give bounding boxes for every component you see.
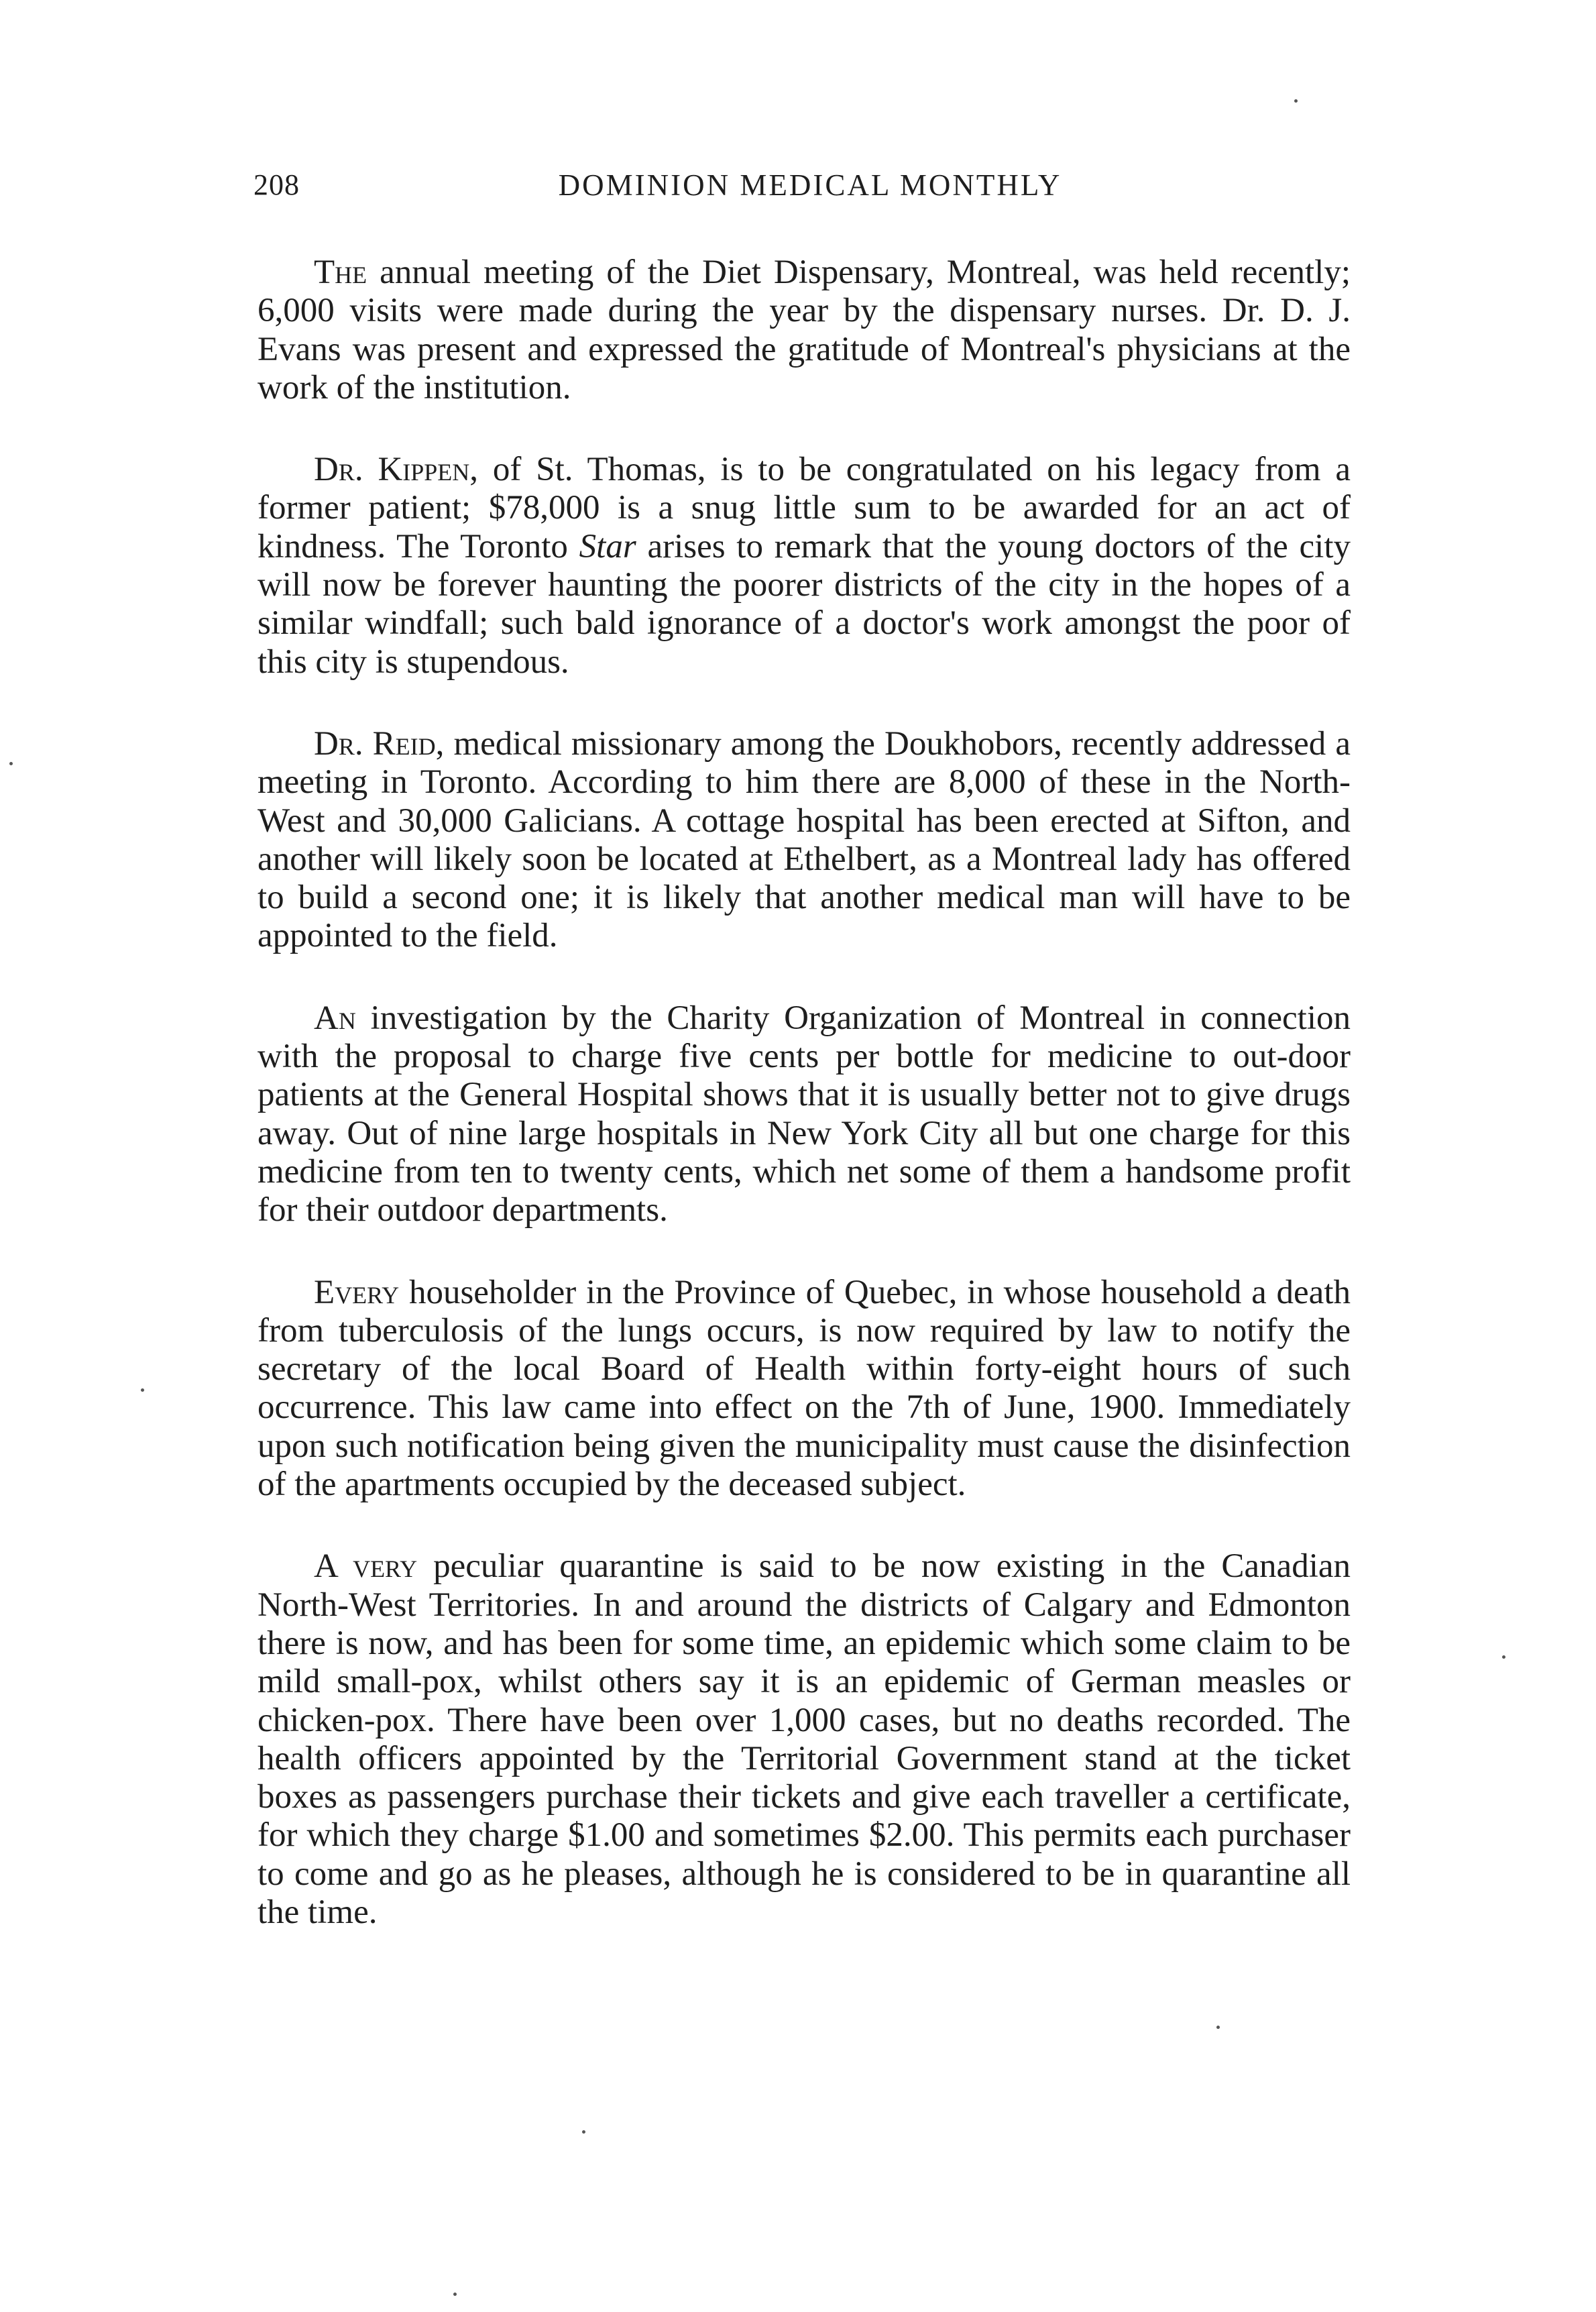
paragraph-lead: A very	[314, 1547, 418, 1586]
paragraph-text: of St. Thomas, is to be congratulated on his legacy from a former patient; $78,000 is a snug little sum to be awarded for an act of kindness. The Toronto	[258, 451, 1351, 565]
paragraph-lead: Every	[314, 1273, 400, 1311]
paragraph-text: investigation by the Charity Organization of Montreal in connection with the proposal to charge five cents per bottle for medicine to out-door patients at the General Hospital shows that it is usually better not to give drugs away. Out of nine large hospitals in New York City all but one charge for this medicine from ten to twenty cents, which net some of them a handsome profit for their outdoor departments.	[258, 999, 1351, 1229]
page-number: 208	[253, 168, 300, 201]
paragraph-lead: Dr. Kippen,	[314, 451, 479, 489]
paragraph-dr-kippen	[258, 451, 1351, 681]
scan-speck	[9, 762, 13, 765]
paragraph-quarantine	[258, 1547, 1351, 1932]
newspaper-name: Star	[579, 527, 636, 565]
paragraph-text: peculiar quarantine is said to be now existing in the Canadian North-West Territories. In and around the districts of Calgary and Edmonton there is now, and has been for some time, an epidemic which some claim to be mild small-pox, whilst others say it is an epidemic of German measles or chicken-pox. There have been over 1,000 cases, but no deaths recorded. The health officers appointed by the Territorial Government stand at the ticket boxes as passengers purchase their tickets and give each traveller a certificate, for which they charge $1.00 and sometimes $2.00. This permits each purchaser to come and go as he pleases, although he is considered to be in quarantine all the time.	[258, 1547, 1351, 1931]
paragraph-quebec-tuberculosis	[258, 1274, 1351, 1504]
running-title: DOMINION MEDICAL MONTHLY	[558, 168, 1062, 202]
paragraph-lead: The	[314, 254, 367, 291]
paragraph-lead: An	[314, 999, 356, 1037]
paragraph-text: annual meeting of the Diet Dispensary, Montreal, was held recently; 6,000 visits were made during the year by the dispensary nurses. Dr. D. J. Evans was present and expressed the gratitude of Montreal's physicians at the work of the institution.	[258, 254, 1351, 406]
paragraph-lead: Dr. Reid,	[314, 724, 445, 763]
scan-speck	[582, 2130, 585, 2134]
scan-speck	[1294, 99, 1298, 103]
scan-speck	[1502, 1655, 1505, 1659]
scan-speck	[1216, 2026, 1220, 2029]
paragraph-text: householder in the Province of Quebec, in whose household a death from tuberculosis of the lungs occurs, is now required by law to notify the secretary of the local Board of Health within forty-eight hours of such occurrence. This law came into effect on the 7th of June, 1900. Immediately upon such notification being given the municipality must cause the disinfection of the apartments occupied by the deceased subject.	[258, 1273, 1351, 1504]
paragraph-dr-reid	[258, 725, 1351, 956]
page-header	[253, 168, 1367, 215]
paragraph-text-continued: arises to remark that the young doctors of the city will now be forever haunting the poorer districts of the city in the hopes of a similar windfall; such bald ignorance of a doctor's work amongst the poor of this city is stupendous.	[258, 527, 1351, 681]
paragraph-diet-dispensary	[258, 254, 1351, 407]
scan-speck	[141, 1388, 144, 1392]
article-body	[258, 254, 1351, 1932]
paragraph-text: medical missionary among the Doukhobors, recently addressed a meeting in Toronto. According to him there are 8,000 of these in the North-West and 30,000 Galicians. A cottage hospital has been erected at Sifton, and another will likely soon be located at Ethelbert, as a Montreal lady has offered to build a second one; it is likely that another medical man will have to be appointed to the field.	[258, 724, 1351, 955]
paragraph-charity-investigation	[258, 999, 1351, 1230]
scan-speck	[453, 2293, 457, 2296]
